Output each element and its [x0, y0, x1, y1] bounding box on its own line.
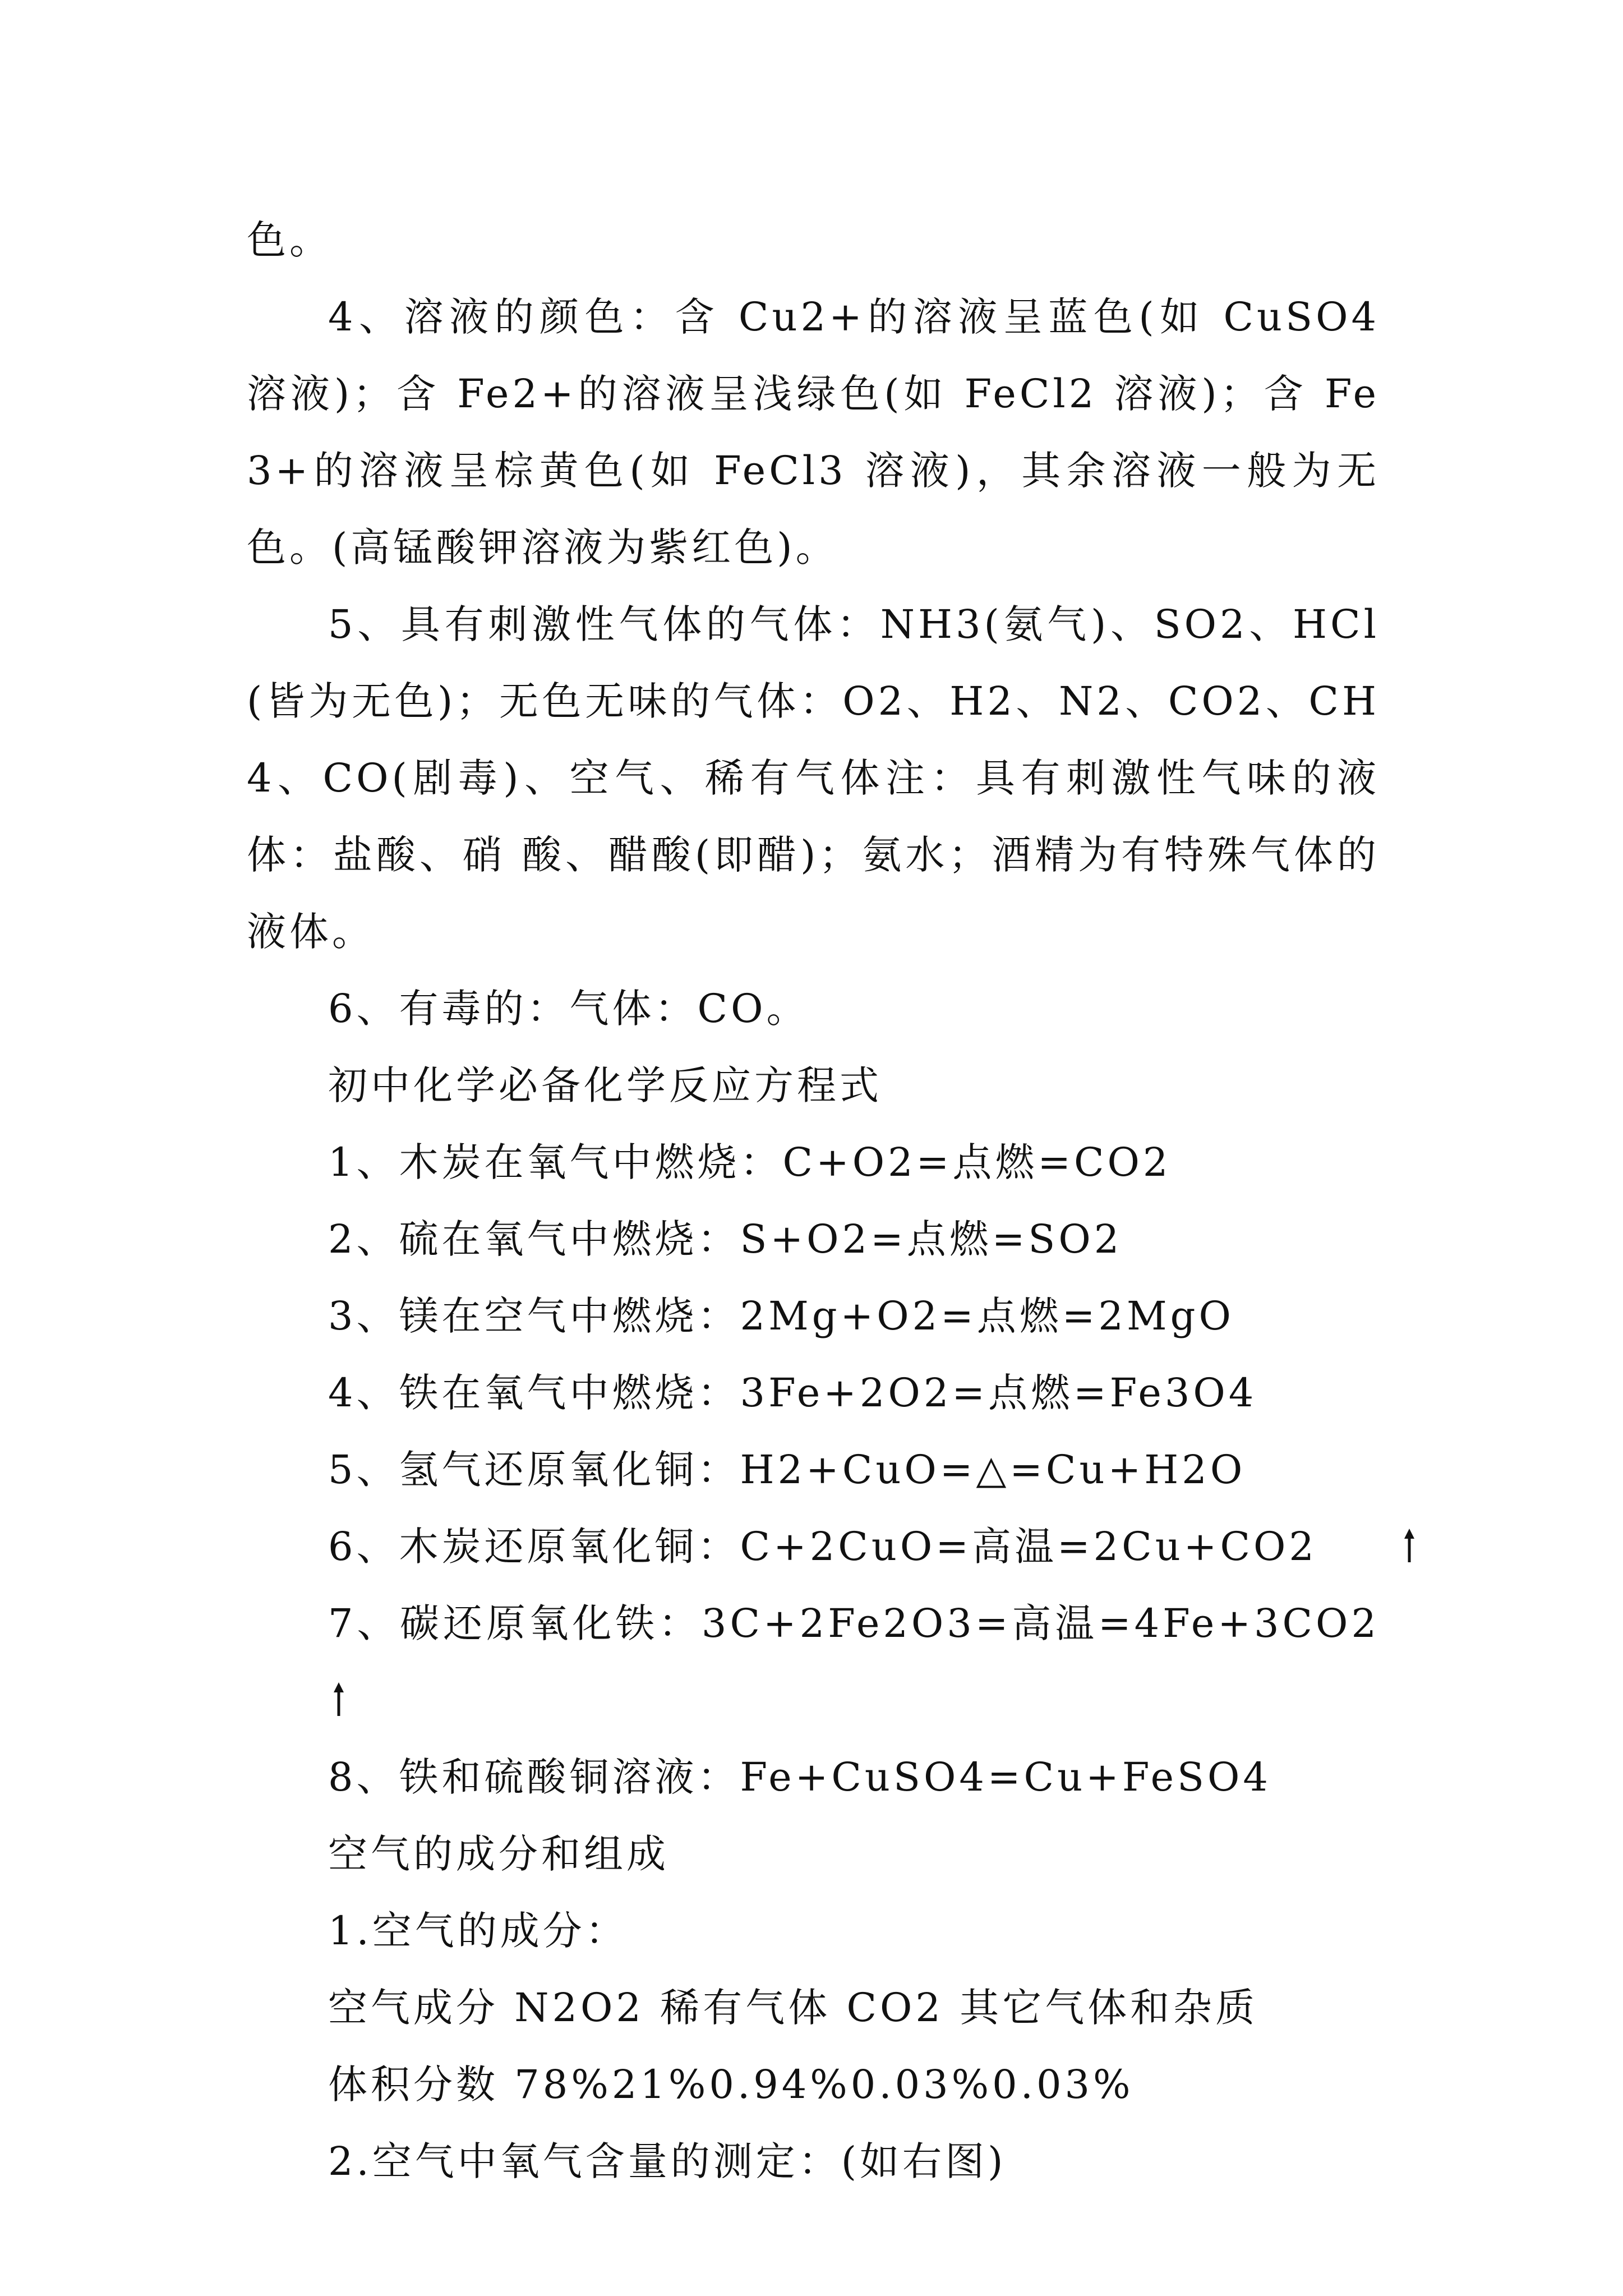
- equation-line: 3、镁在空气中燃烧：2Mg+O2=点燃=2MgO: [328, 1293, 1234, 1339]
- subheading-oxygen-measurement: 2.空气中氧气含量的测定：(如右图): [328, 2138, 1007, 2184]
- equation-text: 6、木炭还原氧化铜：C+2CuO=高温=2Cu+CO2: [328, 1524, 1317, 1570]
- gas-up-arrow-icon: [251, 1662, 266, 1739]
- section-heading-air: 空气的成分和组成: [328, 1831, 669, 1877]
- equation-line: 2、硫在氧气中燃烧：S+O2=点燃=SO2: [328, 1216, 1123, 1262]
- air-components-row: 空气成分 N2O2 稀有气体 CO2 其它气体和杂质: [328, 1985, 1258, 2031]
- document-body: [247, 202, 1380, 2200]
- paragraph-gas-odors: 5、具有刺激性气体的气体：NH3(氨气)、SO2、HCl(皆为无色)；无色无味的气体：O2、H2、N2、CO2、CH4、CO(剧毒)、空气、稀有气体注：具有刺激性气味的液体：盐酸、硝 酸、醋酸(即醋)；氨水；酒精为有特殊气体的液体。: [247, 601, 1380, 955]
- subheading-air-composition: 1.空气的成分：: [328, 1908, 628, 1954]
- paragraph-solution-colors: 4、溶液的颜色：含 Cu2+的溶液呈蓝色(如 CuSO4 溶液)；含 Fe2+的溶液呈浅绿色(如 FeCl2 溶液)；含 Fe3+的溶液呈棕黄色(如 FeCl3 溶液)，其余溶液一般为无色。(高锰酸钾溶液为紫红色)。: [247, 294, 1380, 570]
- equation-line-with-arrow: [247, 1585, 1380, 1739]
- equation-line-with-arrow: [247, 1508, 1380, 1585]
- paragraph-continuation: 色。: [247, 217, 332, 263]
- air-volume-fraction-row: 体积分数 78%21%0.94%0.03%0.03%: [328, 2062, 1134, 2108]
- equation-line: 8、铁和硫酸铜溶液：Fe+CuSO4=Cu+FeSO4: [328, 1754, 1271, 1800]
- section-heading-equations: 初中化学必备化学反应方程式: [328, 1062, 882, 1108]
- paragraph-toxic-gas: 6、有毒的：气体：CO。: [328, 986, 809, 1032]
- gas-up-arrow-icon: [1322, 1508, 1336, 1585]
- equation-text: 7、碳还原氧化铁：3C+2Fe2O3=高温=4Fe+3CO2: [328, 1600, 1380, 1646]
- equation-line: 1、木炭在氧气中燃烧：C+O2=点燃=CO2: [328, 1139, 1172, 1185]
- equation-line: 4、铁在氧气中燃烧：3Fe+2O2=点燃=Fe3O4: [328, 1370, 1257, 1416]
- equation-line: 5、氢气还原氧化铜：H2+CuO=△=Cu+H2O: [328, 1447, 1246, 1493]
